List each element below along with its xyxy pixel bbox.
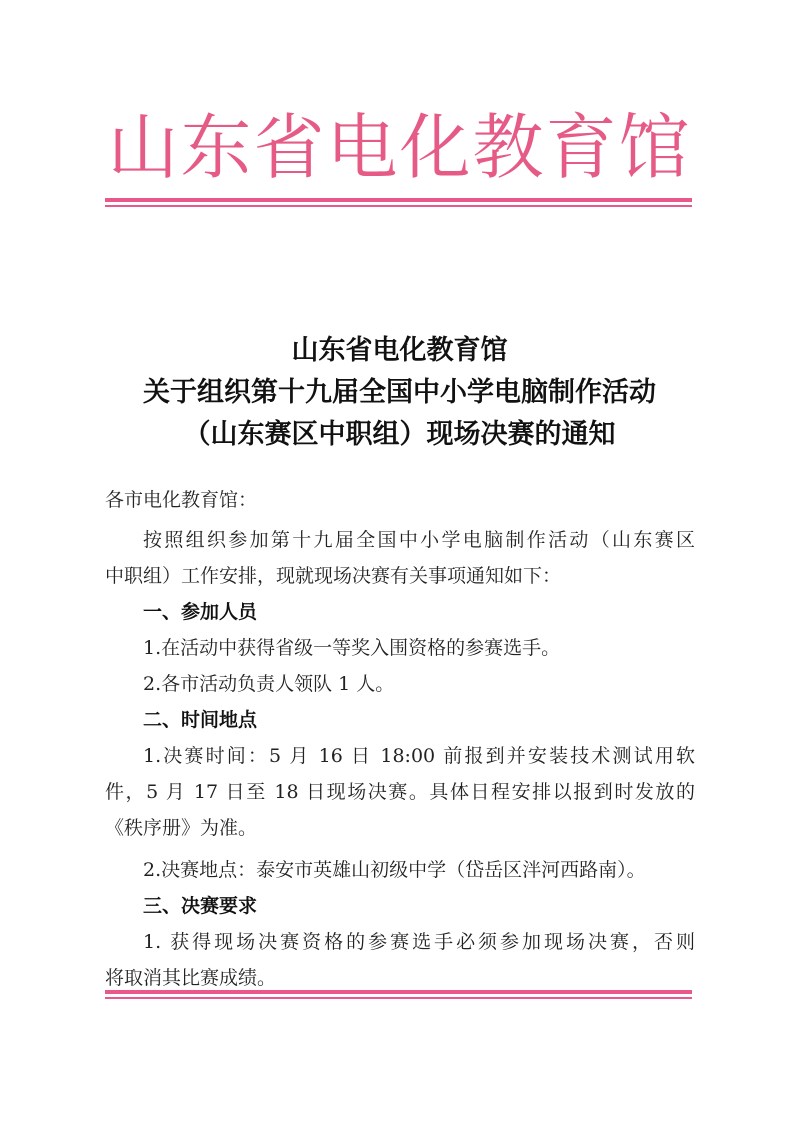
- document-title: [0, 330, 799, 456]
- section-heading-requirements: 三、决赛要求: [143, 895, 258, 917]
- intro-paragraph-line-1: 按照组织参加第十九届全国中小学电脑制作活动（山东赛区: [143, 529, 695, 551]
- footer-rule-thin: [105, 997, 692, 999]
- document-body: [105, 482, 695, 996]
- title-line-2: 关于组织第十九届全国中小学电脑制作活动: [143, 377, 656, 408]
- list-item: 2.各市活动负责人领队 1 人。: [143, 673, 395, 695]
- section-heading-participants: 一、参加人员: [143, 601, 258, 623]
- final-time-line-3: 《秩序册》为准。: [105, 817, 258, 839]
- requirement-line-1: 1. 获得现场决赛资格的参赛选手必须参加现场决赛，否则: [143, 931, 695, 953]
- salutation: 各市电化教育馆：: [105, 489, 258, 511]
- final-time-line-1: 1.决赛时间：5 月 16 日 18:00 前报到并安装技术测试用软: [143, 745, 695, 767]
- footer-rule-thick: [105, 990, 692, 994]
- title-line-1: 山东省电化教育馆: [291, 335, 508, 366]
- requirement-line-2: 将取消其比赛成绩。: [105, 967, 277, 989]
- title-line-3: （山东赛区中职组）现场决赛的通知: [183, 419, 616, 450]
- final-location: 2.决赛地点：泰安市英雄山初级中学（岱岳区泮河西路南）。: [143, 859, 646, 881]
- letterhead-rule-thin: [105, 205, 692, 207]
- list-item: 1.在活动中获得省级一等奖入围资格的参赛选手。: [143, 637, 561, 659]
- intro-paragraph-line-2: 中职组）工作安排，现就现场决赛有关事项通知如下：: [105, 565, 562, 587]
- letterhead-org-name: 山东省电化教育馆: [107, 106, 692, 189]
- section-heading-time-location: 二、时间地点: [143, 709, 258, 731]
- letterhead-rule-thick: [105, 198, 692, 202]
- final-time-line-2: 件，5 月 17 日至 18 日现场决赛。具体日程安排以报到时发放的: [105, 781, 695, 803]
